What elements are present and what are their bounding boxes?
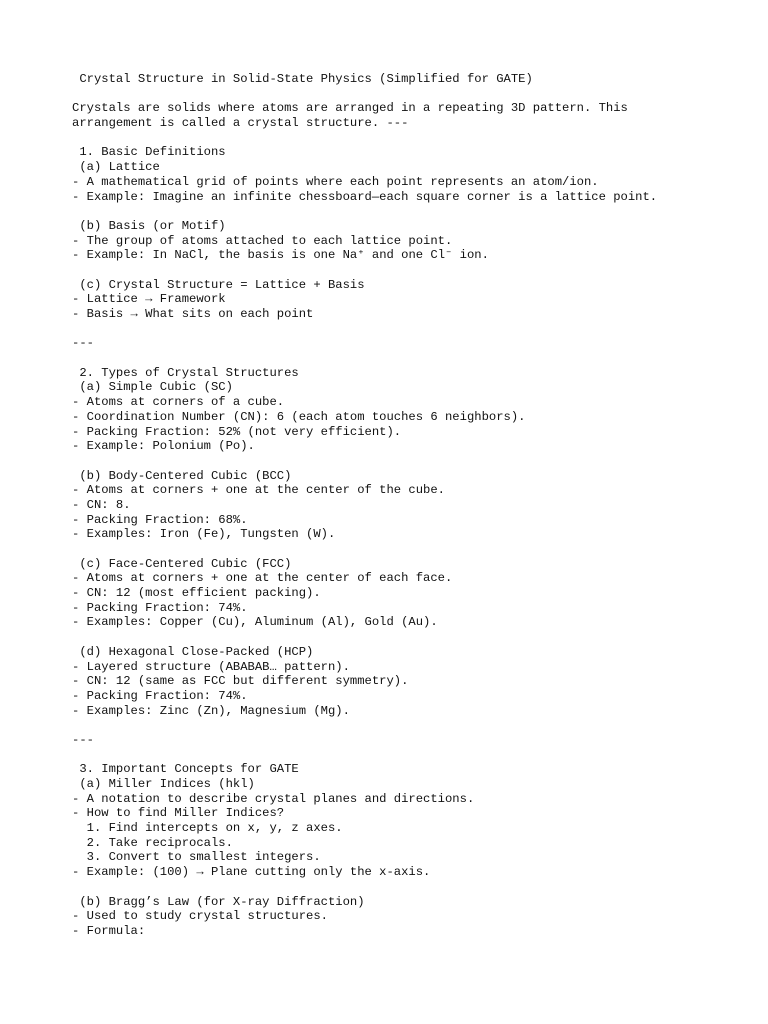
text-line: - Packing Fraction: 68%. [72, 512, 248, 527]
text-line: --- [72, 732, 94, 747]
text-line: - Example: Imagine an infinite chessboard—each square corner is a lattice point. [72, 189, 658, 204]
text-line [72, 204, 732, 219]
text-line: - Used to study crystal structures. [72, 909, 328, 924]
text-line [72, 880, 732, 895]
text-line: - Atoms at corners of a cube. [72, 395, 285, 410]
text-line: (c) Crystal Structure = Lattice + Basis [72, 277, 365, 292]
text-line: - Examples: Copper (Cu), Aluminum (Al), Gold (Au). [72, 615, 438, 630]
text-line: - Atoms at corners + one at the center of the cube. [72, 483, 445, 498]
text-line [72, 454, 732, 469]
text-line: - Layered structure (ABABAB… pattern). [72, 659, 350, 674]
text-line [72, 322, 732, 337]
text-line: 2. Take reciprocals. [72, 835, 233, 850]
text-line: 1. Basic Definitions [72, 145, 226, 160]
text-line: 3. Convert to smallest integers. [72, 850, 321, 865]
text-line: (b) Body-Centered Cubic (BCC) [72, 468, 292, 483]
text-line: - CN: 12 (most efficient packing). [72, 586, 321, 601]
text-line: (a) Miller Indices (hkl) [72, 777, 255, 791]
text-line: - Lattice → Framework [72, 292, 226, 307]
text-line: - A mathematical grid of points where each point represents an atom/ion. [72, 174, 599, 189]
text-line: - CN: 8. [72, 497, 131, 512]
text-line: (a) Lattice [72, 160, 160, 175]
text-line: Crystal Structure in Solid-State Physics (Simplified for GATE) [72, 72, 533, 86]
text-line: - Examples: Zinc (Zn), Magnesium (Mg). [72, 703, 350, 718]
text-line: - CN: 12 (same as FCC but different symmetry). [72, 674, 409, 689]
text-line: 3. Important Concepts for GATE [72, 762, 299, 777]
text-line [72, 87, 732, 102]
text-line [72, 131, 732, 146]
text-line: 2. Types of Crystal Structures [72, 365, 299, 380]
text-line: (c) Face-Centered Cubic (FCC) [72, 556, 292, 571]
text-line: - Atoms at corners + one at the center of each face. [72, 571, 453, 586]
text-line: - Example: Polonium (Po). [72, 439, 255, 454]
text-line: - Packing Fraction: 52% (not very efficient). [72, 424, 402, 439]
text-line: Crystals are solids where atoms are arranged in a repeating 3D pattern. This [72, 101, 628, 116]
text-line: - The group of atoms attached to each lattice point. [72, 233, 453, 248]
document-body [72, 72, 732, 939]
text-line [72, 748, 732, 763]
text-line [72, 263, 732, 278]
text-line: - Packing Fraction: 74%. [72, 600, 248, 615]
text-line: --- [72, 336, 94, 351]
text-line [72, 542, 732, 557]
text-line: - Basis → What sits on each point [72, 307, 314, 321]
text-line: 1. Find intercepts on x, y, z axes. [72, 821, 343, 836]
text-line: - Packing Fraction: 74%. [72, 688, 248, 703]
text-line [72, 630, 732, 645]
text-line: (b) Bragg’s Law (for X-ray Diffraction) [72, 894, 365, 909]
text-line: - Example: In NaCl, the basis is one Na⁺ and one Cl⁻ ion. [72, 248, 489, 263]
text-line: (d) Hexagonal Close-Packed (HCP) [72, 644, 314, 659]
text-line: - How to find Miller Indices? [72, 806, 285, 821]
text-line: - Coordination Number (CN): 6 (each atom touches 6 neighbors). [72, 409, 526, 424]
text-line [72, 718, 732, 733]
text-line: arrangement is called a crystal structure. --- [72, 116, 409, 131]
text-line: - A notation to describe crystal planes and directions. [72, 791, 475, 806]
text-line: - Examples: Iron (Fe), Tungsten (W). [72, 527, 336, 542]
text-line [72, 351, 732, 366]
text-line: (a) Simple Cubic (SC) [72, 380, 233, 395]
text-line: - Example: (100) → Plane cutting only the x-axis. [72, 865, 431, 880]
text-line: - Formula: [72, 923, 146, 938]
text-line: (b) Basis (or Motif) [72, 218, 226, 233]
